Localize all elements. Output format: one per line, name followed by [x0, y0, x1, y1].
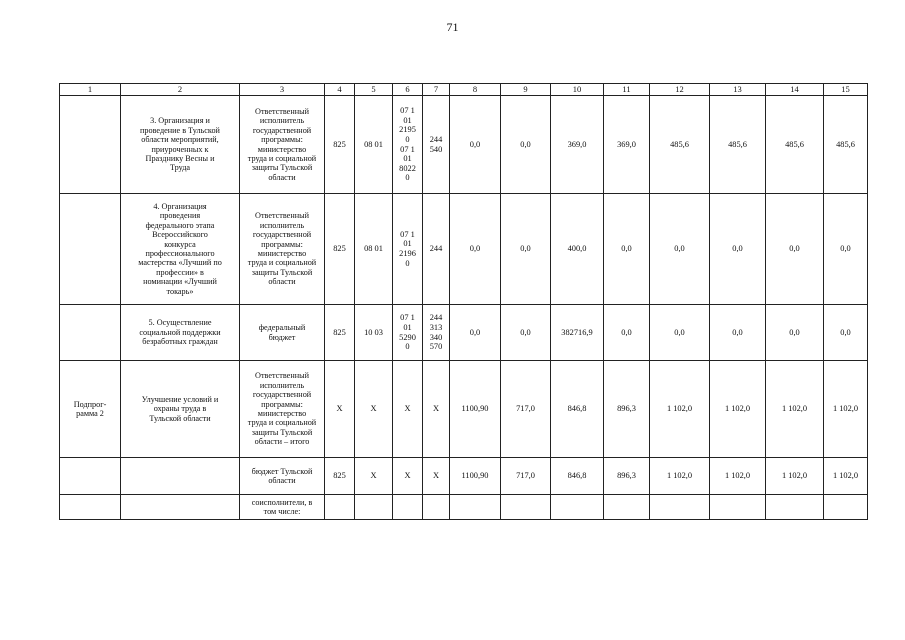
value-cell: 0,0	[501, 305, 551, 361]
column-number-row	[60, 84, 868, 96]
value-cell	[604, 495, 650, 520]
row-executor-cell: соисполнители, в том числе:	[240, 495, 325, 520]
row-activity-cell	[121, 495, 240, 520]
value-cell: 846,8	[551, 361, 604, 458]
column-header: 8	[450, 84, 501, 96]
subprogram-label-cell: Подпрог- рамма 2	[60, 361, 121, 458]
section-cell: 08 01	[355, 194, 393, 305]
table-row	[60, 458, 868, 495]
row-executor-cell: бюджет Тульской области	[240, 458, 325, 495]
row-executor-cell: федеральный бюджет	[240, 305, 325, 361]
row-program-cell	[60, 96, 121, 194]
column-header: 5	[355, 84, 393, 96]
row-activity-cell	[121, 458, 240, 495]
value-cell: 0,0	[604, 194, 650, 305]
column-header: 15	[824, 84, 868, 96]
value-cell: 1 102,0	[766, 361, 824, 458]
expense-type-cell: 244	[423, 194, 450, 305]
value-cell: 0,0	[450, 194, 501, 305]
value-cell: 369,0	[551, 96, 604, 194]
row-activity-cell: 5. Осуществление социальной поддержки безработных граждан	[121, 305, 240, 361]
row-activity-cell: Улучшение условий и охраны труда в Тульской области	[121, 361, 240, 458]
value-cell: 0,0	[710, 305, 766, 361]
value-cell: 0,0	[710, 194, 766, 305]
column-header: 9	[501, 84, 551, 96]
column-header: 13	[710, 84, 766, 96]
grbs-cell: 825	[325, 96, 355, 194]
value-cell: 0,0	[501, 96, 551, 194]
value-cell: 1 102,0	[650, 361, 710, 458]
column-header: 10	[551, 84, 604, 96]
expense-type-cell	[423, 495, 450, 520]
section-cell	[355, 495, 393, 520]
value-cell: 0,0	[766, 194, 824, 305]
grbs-cell: 825	[325, 458, 355, 495]
value-cell: 1 102,0	[766, 458, 824, 495]
target-item-cell: Х	[393, 458, 423, 495]
value-cell: 846,8	[551, 458, 604, 495]
target-item-cell: 07 1 01 5290 0	[393, 305, 423, 361]
value-cell: 485,6	[766, 96, 824, 194]
value-cell: 0,0	[824, 305, 868, 361]
value-cell: 896,3	[604, 458, 650, 495]
section-cell: Х	[355, 458, 393, 495]
grbs-cell: Х	[325, 361, 355, 458]
value-cell: 382716,9	[551, 305, 604, 361]
grbs-cell: 825	[325, 194, 355, 305]
value-cell	[766, 495, 824, 520]
value-cell: 485,6	[650, 96, 710, 194]
value-cell	[551, 495, 604, 520]
section-cell: 08 01	[355, 96, 393, 194]
value-cell: 1 102,0	[824, 458, 868, 495]
expense-type-cell: 244 540	[423, 96, 450, 194]
value-cell: 1100,90	[450, 458, 501, 495]
row-program-cell	[60, 194, 121, 305]
value-cell	[710, 495, 766, 520]
section-cell: Х	[355, 361, 393, 458]
value-cell: 896,3	[604, 361, 650, 458]
value-cell: 0,0	[824, 194, 868, 305]
column-header: 11	[604, 84, 650, 96]
column-header: 3	[240, 84, 325, 96]
value-cell: 1 102,0	[824, 361, 868, 458]
value-cell: 1100,90	[450, 361, 501, 458]
value-cell: 0,0	[650, 194, 710, 305]
target-item-cell: 07 1 01 2196 0	[393, 194, 423, 305]
value-cell: 369,0	[604, 96, 650, 194]
column-header: 2	[121, 84, 240, 96]
value-cell: 485,6	[824, 96, 868, 194]
value-cell: 717,0	[501, 458, 551, 495]
expense-type-cell: Х	[423, 361, 450, 458]
value-cell: 0,0	[766, 305, 824, 361]
column-header: 12	[650, 84, 710, 96]
value-cell: 0,0	[650, 305, 710, 361]
table-row	[60, 495, 868, 520]
value-cell: 0,0	[450, 305, 501, 361]
table-row	[60, 361, 868, 458]
row-program-cell	[60, 495, 121, 520]
row-activity-cell: 4. Организация проведения федерального этапа Всероссийского конкурса профессионального мастерства «Лучший по профессии» в номинации «Лучший токарь»	[121, 194, 240, 305]
value-cell	[450, 495, 501, 520]
target-item-cell: 07 1 01 2195 0 07 1 01 8022 0	[393, 96, 423, 194]
value-cell	[501, 495, 551, 520]
value-cell	[650, 495, 710, 520]
column-header: 4	[325, 84, 355, 96]
row-executor-cell: Ответственный исполнитель государственной программы: министерство труда и социальной защиты Тульской области	[240, 96, 325, 194]
column-header: 6	[393, 84, 423, 96]
grbs-cell	[325, 495, 355, 520]
value-cell: 0,0	[501, 194, 551, 305]
budget-table	[59, 83, 868, 520]
section-cell: 10 03	[355, 305, 393, 361]
row-program-cell	[60, 305, 121, 361]
value-cell	[824, 495, 868, 520]
row-activity-cell: 3. Организация и проведение в Тульской области мероприятий, приуроченных к Празднику Весны и Труда	[121, 96, 240, 194]
expense-type-cell: 244 313 340 570	[423, 305, 450, 361]
row-executor-cell: Ответственный исполнитель государственной программы: министерство труда и социальной защиты Тульской области	[240, 194, 325, 305]
value-cell: 0,0	[604, 305, 650, 361]
value-cell: 717,0	[501, 361, 551, 458]
column-header: 1	[60, 84, 121, 96]
row-program-cell	[60, 458, 121, 495]
expense-type-cell: Х	[423, 458, 450, 495]
column-header: 7	[423, 84, 450, 96]
value-cell: 1 102,0	[650, 458, 710, 495]
value-cell: 1 102,0	[710, 458, 766, 495]
target-item-cell	[393, 495, 423, 520]
table-row	[60, 305, 868, 361]
value-cell: 485,6	[710, 96, 766, 194]
grbs-cell: 825	[325, 305, 355, 361]
table-row	[60, 194, 868, 305]
column-header: 14	[766, 84, 824, 96]
value-cell: 1 102,0	[710, 361, 766, 458]
value-cell: 400,0	[551, 194, 604, 305]
target-item-cell: Х	[393, 361, 423, 458]
value-cell: 0,0	[450, 96, 501, 194]
page-number: 71	[446, 20, 459, 34]
table-row	[60, 96, 868, 194]
row-executor-cell: Ответственный исполнитель государственной программы: министерство труда и социальной защиты Тульской области – итого	[240, 361, 325, 458]
